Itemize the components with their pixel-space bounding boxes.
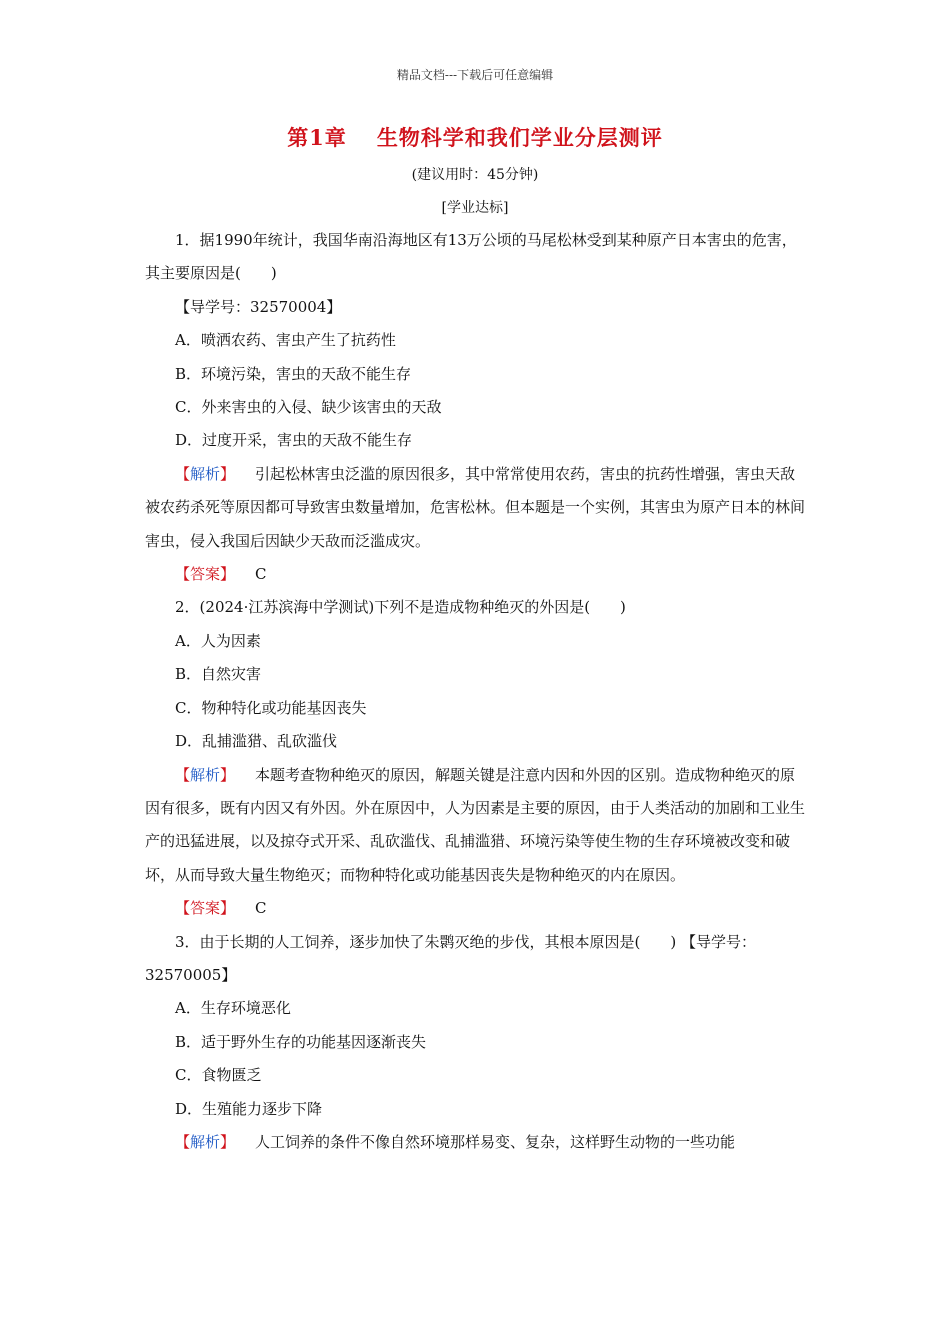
- q2-option-b: B．自然灾害: [175, 665, 262, 684]
- q1-option-a: A．喷洒农药、害虫产生了抗药性: [175, 331, 396, 350]
- q1-option-c: C．外来害虫的入侵、缺少该害虫的天敌: [175, 398, 442, 417]
- q3-analysis-text: 人工饲养的条件不像自然环境那样易变、复杂，这样野生动物的一些功能: [255, 1132, 736, 1151]
- q2-stem: 2．(2024·江苏滨海中学测试)下列不是造成物种绝灭的外因是( ): [175, 598, 626, 617]
- q1-option-d: D．过度开采，害虫的天敌不能生存: [175, 431, 413, 450]
- q1-analysis: 【解析】 引起松林害虫泛滥的原因很多，其中常常使用农药，害虫的抗药性增强，害虫天敌被农药杀死等原因都可导致害虫数量增加，危害松林。但本题是一个实例，其害虫为原产日本的林间害虫，侵入我国后因缺少天敌而泛滥成灾。: [145, 464, 806, 550]
- q1-stem: 1．据1990年统计，我国华南沿海地区有13万公顷的马尾松林受到某种原产日本害虫的危害，其主要原因是( ): [145, 231, 797, 283]
- q1-answer-label: 答案: [190, 565, 221, 584]
- q3-option-c: C．食物匮乏: [175, 1066, 262, 1085]
- q1-guide-number: 【导学号：32570004】: [175, 297, 342, 316]
- section-heading: [学业达标]: [441, 200, 509, 216]
- chapter-name: 生物科学和我们学业分层测评: [376, 125, 663, 150]
- q2-option-a: A．人为因素: [175, 631, 261, 650]
- q3-stem-text: 3．由于长期的人工饲养，逐步加快了朱鹮灭绝的步伐，其根本原因是( ): [175, 932, 677, 951]
- q1-option-b: B．环境污染，害虫的天敌不能生存: [175, 364, 412, 383]
- q3-option-b: B．适于野外生存的功能基因逐渐丧失: [175, 1032, 427, 1051]
- suggested-time: (建议用时：45分钟): [411, 167, 539, 183]
- q1-analysis-label: 解析: [190, 464, 221, 483]
- q1-answer-value: C: [255, 565, 267, 584]
- page-title: [0, 122, 950, 152]
- q2-answer: 【答案】 C: [175, 899, 267, 918]
- document-body: [145, 224, 807, 1159]
- q3-stem: [145, 926, 807, 993]
- q1-answer: 【答案】 C: [175, 565, 267, 584]
- q2-analysis-label: 解析: [190, 765, 221, 784]
- q2-analysis-text: 本题考查物种绝灭的原因，解题关键是注意内因和外因的区别。造成物种绝灭的原因有很多，既有内因又有外因。外在原因中，人为因素是主要的原因，由于人类活动的加剧和工业生产的迅猛进展，以及掠夺式开采、乱砍滥伐、乱捕滥猎、环境污染等使生物的生存环境被改变和破坏，从而导致大量生物绝灭；而物种特化或功能基因丧失是物种绝灭的内在原因。: [145, 765, 806, 884]
- q2-option-c: C．物种特化或功能基因丧失: [175, 698, 367, 717]
- q2-option-d: D．乱捕滥猎、乱砍滥伐: [175, 732, 338, 751]
- q3-guide-number: 【导学号：32570005】: [145, 932, 757, 984]
- q2-analysis: 【解析】 本题考查物种绝灭的原因，解题关键是注意内因和外因的区别。造成物种绝灭的原因有很多，既有内因又有外因。外在原因中，人为因素是主要的原因，由于人类活动的加剧和工业生产的迅猛进展，以及掠夺式开采、乱砍滥伐、乱捕滥猎、环境污染等使生物的生存环境被改变和破坏，从而导致大量生物绝灭；而物种特化或功能基因丧失是物种绝灭的内在原因。: [145, 765, 806, 884]
- q3-analysis: 【解析】 人工饲养的条件不像自然环境那样易变、复杂，这样野生动物的一些功能: [175, 1132, 736, 1151]
- q2-answer-label: 答案: [190, 899, 221, 918]
- q3-analysis-label: 解析: [190, 1132, 221, 1151]
- q2-answer-value: C: [255, 899, 267, 918]
- q1-analysis-text: 引起松林害虫泛滥的原因很多，其中常常使用农药，害虫的抗药性增强，害虫天敌被农药杀死等原因都可导致害虫数量增加，危害松林。但本题是一个实例，其害虫为原产日本的林间害虫，侵入我国后因缺少天敌而泛滥成灾。: [145, 464, 806, 550]
- header-note: 精品文档---下载后可任意编辑: [396, 68, 554, 82]
- q3-option-d: D．生殖能力逐步下降: [175, 1099, 323, 1118]
- chapter-label: 第1章: [287, 125, 347, 150]
- q3-option-a: A．生存环境恶化: [175, 999, 291, 1018]
